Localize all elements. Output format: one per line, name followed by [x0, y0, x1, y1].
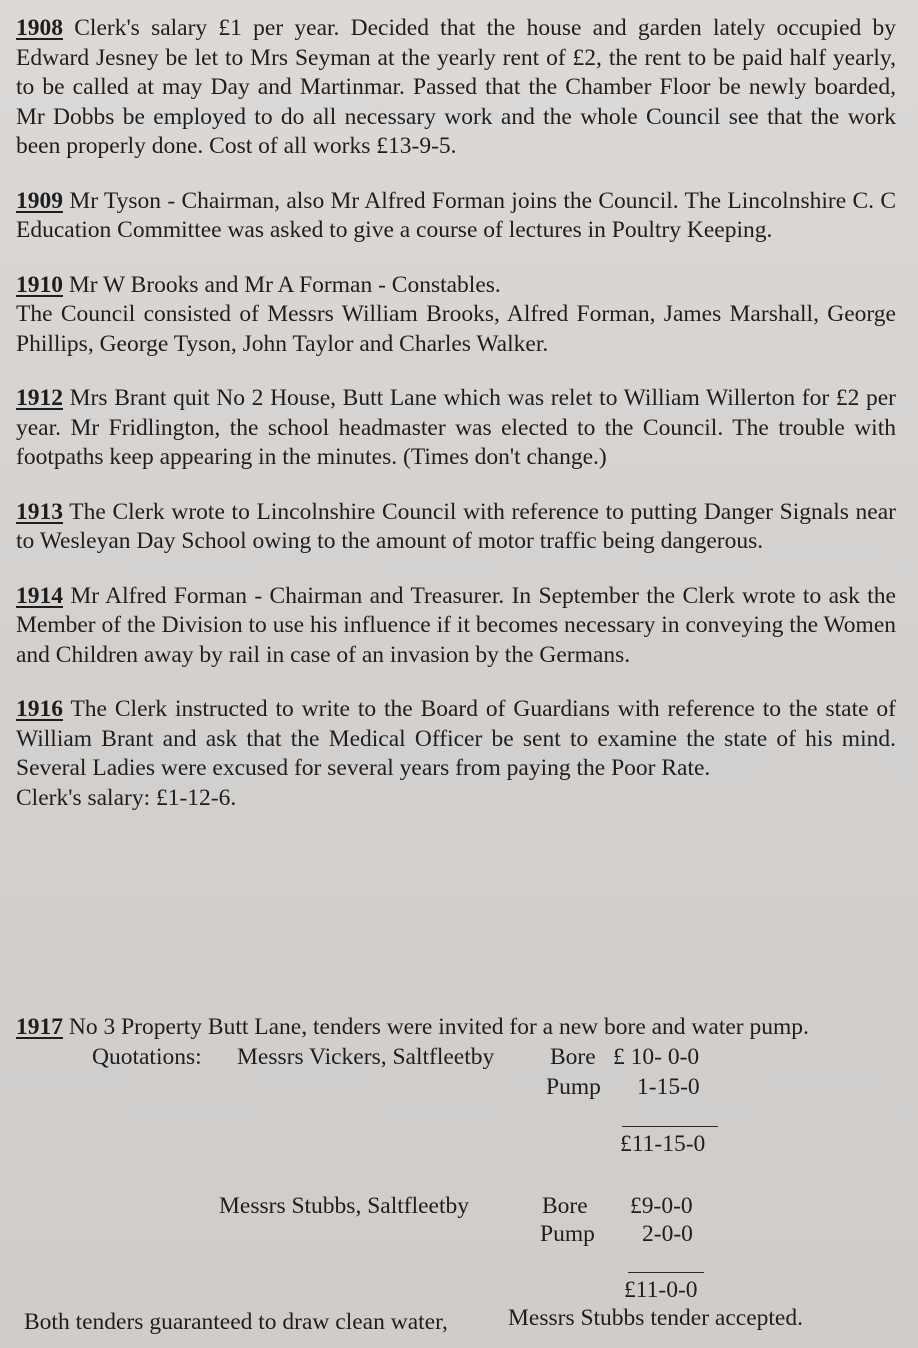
vickers-name: Messrs Vickers, Saltfleetby: [237, 1044, 495, 1070]
entry-text: Clerk's salary £1 per year. Decided that the house and garden lately occupied by Edward Jesney be let to Mrs Seyman at the yearly rent of £2, the rent to be paid half yearly, to be called at may Day and Martinmar. Passed that the Chamber Floor be newly boarded, Mr Dobbs be employed to do all necessary work and the whole Council see that the work been properly done. Cost of all works £13-9-5.: [16, 15, 896, 159]
year-heading: 1917: [16, 1014, 63, 1040]
vickers-total-rule: [622, 1126, 718, 1127]
document-page: [16, 14, 896, 838]
year-heading: 1913: [16, 498, 63, 525]
entry-1912: [16, 384, 896, 473]
year-heading: 1908: [16, 15, 63, 41]
entry-text: Mr Alfred Forman - Chairman and Treasurer. In September the Clerk wrote to ask the Member of the Division to use his influence if it becomes necessary in conveying the Women and Children away by rail in case of an invasion by the Germans.: [16, 582, 896, 668]
entry-1910: [16, 271, 896, 360]
entry-1908: [16, 14, 896, 162]
entry-text-continued: The Council consisted of Messrs William Brooks, Alfred Forman, James Marshall, George Phillips, George Tyson, John Taylor and Charles Walker.: [16, 301, 896, 357]
entry-text: Mrs Brant quit No 2 House, Butt Lane which was relet to William Willerton for £2 per year. Mr Fridlington, the school headmaster was elected to the Council. The trouble with footpaths keep appearing in the minutes. (Times don't change.): [16, 385, 896, 470]
stubbs-total-rule: [628, 1272, 704, 1273]
entry-1913: [16, 498, 896, 557]
stubbs-bore-label: Bore: [542, 1193, 588, 1219]
stubbs-pump-value: 2-0-0: [642, 1221, 693, 1247]
entry-1916: [16, 695, 896, 813]
year-heading: 1914: [16, 582, 63, 609]
entry-1914: [16, 582, 896, 671]
year-heading: 1912: [16, 385, 63, 411]
entry-text: Mr Tyson - Chairman, also Mr Alfred Forman joins the Council. The Lincolnshire C. C Education Committee was asked to give a course of lectures in Poultry Keeping.: [16, 187, 896, 243]
entry-text: Mr W Brooks and Mr A Forman - Constables.: [63, 271, 501, 298]
vickers-total: £11-15-0: [620, 1131, 706, 1157]
stubbs-total: £11-0-0: [624, 1277, 698, 1303]
entry-text: The Clerk instructed to write to the Board of Guardians with reference to the state of William Brant and ask that the Medical Officer be sent to examine the state of his mind. Several Ladies were excused for several years from paying the Poor Rate.: [16, 696, 896, 781]
vickers-bore-value: £ 10- 0-0: [613, 1044, 700, 1070]
entry-1909: [16, 187, 896, 246]
entry-text: The Clerk wrote to Lincolnshire Council with reference to putting Danger Signals near to Wesleyan Day School owing to the amount of motor traffic being dangerous.: [16, 498, 896, 554]
vickers-pump-label: Pump: [546, 1074, 601, 1100]
vickers-pump-value: 1-15-0: [637, 1074, 700, 1100]
stubbs-name: Messrs Stubbs, Saltfleetby: [219, 1193, 470, 1219]
vickers-bore-label: Bore: [550, 1044, 596, 1070]
quotations-label: Quotations:: [92, 1044, 202, 1070]
year-heading: 1910: [16, 271, 63, 298]
tender-footer-left: Both tenders guaranteed to draw clean water,: [24, 1309, 448, 1335]
entry-text-continued: Clerk's salary: £1-12-6.: [16, 784, 237, 811]
year-heading: 1916: [16, 696, 63, 722]
tender-intro: [16, 1013, 809, 1043]
entry-text: No 3 Property Butt Lane, tenders were invited for a new bore and water pump.: [63, 1014, 809, 1040]
stubbs-bore-value: £9-0-0: [630, 1193, 693, 1219]
tender-footer-right: Messrs Stubbs tender accepted.: [508, 1305, 803, 1331]
stubbs-pump-label: Pump: [540, 1221, 595, 1247]
year-heading: 1909: [16, 187, 63, 214]
